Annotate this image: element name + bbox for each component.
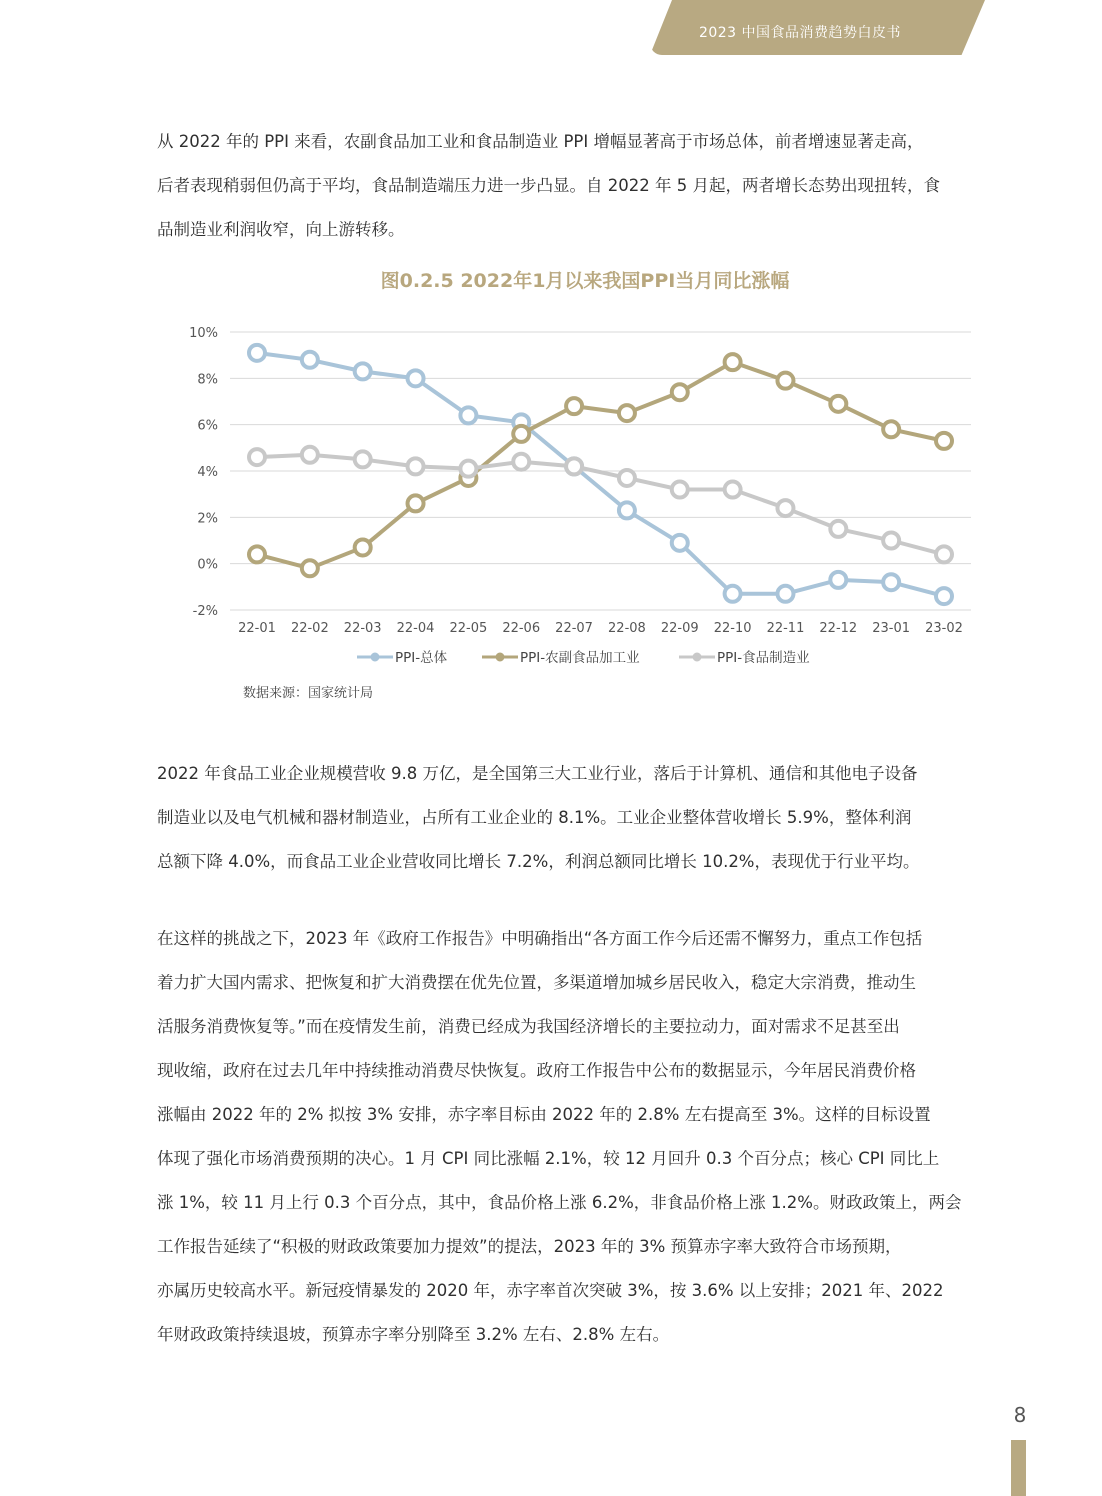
series-point: [619, 502, 635, 518]
text-line: 总额下降 4.0%，而食品工业企业营收同比增长 7.2%，利润总额同比增长 10.2%，表现优于行业平均。: [157, 852, 920, 871]
data-source-note: 数据来源：国家统计局: [243, 686, 374, 701]
chart-y-tick-labels: [189, 326, 218, 619]
x-tick-label: 22-06: [502, 621, 541, 636]
text-line: 活服务消费恢复等。”而在疫情发生前，消费已经成为我国经济增长的主要拉动力，面对需求不足甚至出: [157, 1017, 900, 1036]
series-point: [513, 426, 529, 442]
y-tick-label: 2%: [197, 511, 218, 527]
series-point: [672, 535, 688, 551]
series-point: [830, 521, 846, 537]
series-point: [936, 433, 952, 449]
series-point: [355, 363, 371, 379]
paragraph-food-industry-revenue: [157, 752, 999, 884]
series-point: [725, 354, 741, 370]
legend-label: PPI-农副食品加工业: [520, 650, 640, 666]
y-tick-label: 0%: [197, 557, 218, 573]
series-point: [355, 451, 371, 467]
series-point: [883, 421, 899, 437]
series-point: [249, 546, 265, 562]
text-line: 体现了强化市场消费预期的决心。1 月 CPI 同比涨幅 2.1%，较 12 月回升 0.3 个百分点；核心 CPI 同比上: [157, 1149, 940, 1168]
series-point: [830, 396, 846, 412]
legend-item: [357, 649, 448, 666]
series-point: [408, 370, 424, 386]
ppi-line-chart: [0, 0, 1102, 720]
series-point: [672, 384, 688, 400]
series-point: [936, 546, 952, 562]
series-point: [777, 500, 793, 516]
text-line: 制造业以及电气机械和器材制造业，占所有工业企业的 8.1%。工业企业整体营收增长 5.9%，整体利润: [157, 808, 912, 827]
text-line: 涨 1%，较 11 月上行 0.3 个百分点，其中，食品价格上涨 6.2%，非食品价格上涨 1.2%。财政政策上，两会: [157, 1193, 962, 1212]
series-1: [249, 354, 952, 576]
series-point: [249, 449, 265, 465]
series-point: [672, 482, 688, 498]
chart-title: 图0.2.5 2022年1月以来我国PPI当月同比涨幅: [380, 270, 790, 292]
page-marker-bar: [1011, 1440, 1026, 1496]
x-tick-label: 22-10: [713, 621, 752, 636]
header-title: 2023 中国食品消费趋势白皮书: [698, 25, 902, 41]
x-tick-label: 23-01: [872, 621, 911, 636]
chart-legend: [357, 649, 810, 666]
text-line: 现收缩，政府在过去几年中持续推动消费尽快恢复。政府工作报告中公布的数据显示，今年居民消费价格: [157, 1061, 916, 1080]
legend-marker: [693, 653, 701, 661]
series-point: [513, 454, 529, 470]
series-point: [249, 345, 265, 361]
legend-label: PPI-食品制造业: [717, 650, 810, 666]
text-line: 在这样的挑战之下，2023 年《政府工作报告》中明确指出“各方面工作今后还需不懈努力，重点工作包括: [157, 929, 923, 948]
series-point: [302, 352, 318, 368]
series-point: [777, 373, 793, 389]
series-point: [777, 586, 793, 602]
series-point: [883, 574, 899, 590]
series-line: [257, 353, 944, 596]
legend-marker: [371, 653, 379, 661]
series-point: [883, 533, 899, 549]
series-point: [408, 458, 424, 474]
text-line: 工作报告延续了“积极的财政政策要加力提效”的提法，2023 年的 3% 预算赤字率大致符合市场预期，: [157, 1237, 902, 1256]
text-line: 着力扩大国内需求、把恢复和扩大消费摆在优先位置，多渠道增加城乡居民收入，稳定大宗消费，推动生: [157, 973, 916, 992]
text-line: 亦属历史较高水平。新冠疫情暴发的 2020 年，赤字率首次突破 3%，按 3.6% 以上安排；2021 年、2022: [157, 1281, 944, 1300]
legend-item: [482, 650, 640, 666]
series-0: [249, 345, 952, 604]
text-line: 年财政政策持续退坡，预算赤字率分别降至 3.2% 左右、2.8% 左右。: [157, 1325, 670, 1344]
x-tick-label: 23-02: [925, 621, 963, 636]
series-point: [302, 560, 318, 576]
legend-label: PPI-总体: [395, 650, 448, 666]
y-tick-label: 4%: [197, 465, 218, 480]
x-tick-label: 22-07: [555, 621, 593, 636]
y-tick-label: 8%: [197, 372, 218, 388]
series-point: [566, 458, 582, 474]
y-tick-label: 6%: [197, 418, 218, 434]
series-point: [725, 586, 741, 602]
text-line: 品制造业利润收窄，向上游转移。: [157, 220, 405, 239]
series-point: [725, 482, 741, 498]
series-point: [619, 405, 635, 421]
text-line: 后者表现稍弱但仍高于平均，食品制造端压力进一步凸显。自 2022 年 5 月起，两者增长态势出现扭转，食: [157, 176, 940, 195]
series-point: [355, 539, 371, 555]
series-point: [302, 447, 318, 463]
series-point: [460, 407, 476, 423]
text-line: 2022 年食品工业企业规模营收 9.8 万亿，是全国第三大工业行业，落后于计算机、通信和其他电子设备: [157, 764, 918, 783]
y-tick-label: -2%: [192, 604, 218, 619]
text-line: 涨幅由 2022 年的 2% 拟按 3% 安排，赤字率目标由 2022 年的 2.8% 左右提高至 3%。这样的目标设置: [157, 1105, 931, 1124]
paragraph-government-report: [157, 917, 999, 1357]
x-tick-label: 22-11: [766, 621, 805, 636]
text-line: 从 2022 年的 PPI 来看，农副食品加工业和食品制造业 PPI 增幅显著高于市场总体，前者增速显著走高，: [157, 132, 924, 151]
x-tick-label: 22-08: [608, 621, 646, 636]
chart-x-tick-labels: [238, 621, 963, 636]
x-tick-label: 22-05: [449, 621, 488, 636]
x-tick-label: 22-04: [396, 621, 435, 636]
page-number: 8: [1013, 1403, 1027, 1427]
legend-marker: [496, 653, 504, 661]
x-tick-label: 22-09: [660, 621, 699, 636]
x-tick-label: 22-12: [819, 621, 858, 636]
y-tick-label: 10%: [189, 326, 218, 341]
series-point: [460, 461, 476, 477]
x-tick-label: 22-02: [290, 621, 329, 636]
series-point: [936, 588, 952, 604]
legend-item: [679, 649, 810, 666]
x-tick-label: 22-01: [238, 621, 276, 636]
series-point: [619, 470, 635, 486]
series-point: [830, 572, 846, 588]
x-tick-label: 22-03: [343, 621, 382, 636]
series-point: [408, 495, 424, 511]
series-point: [566, 398, 582, 414]
